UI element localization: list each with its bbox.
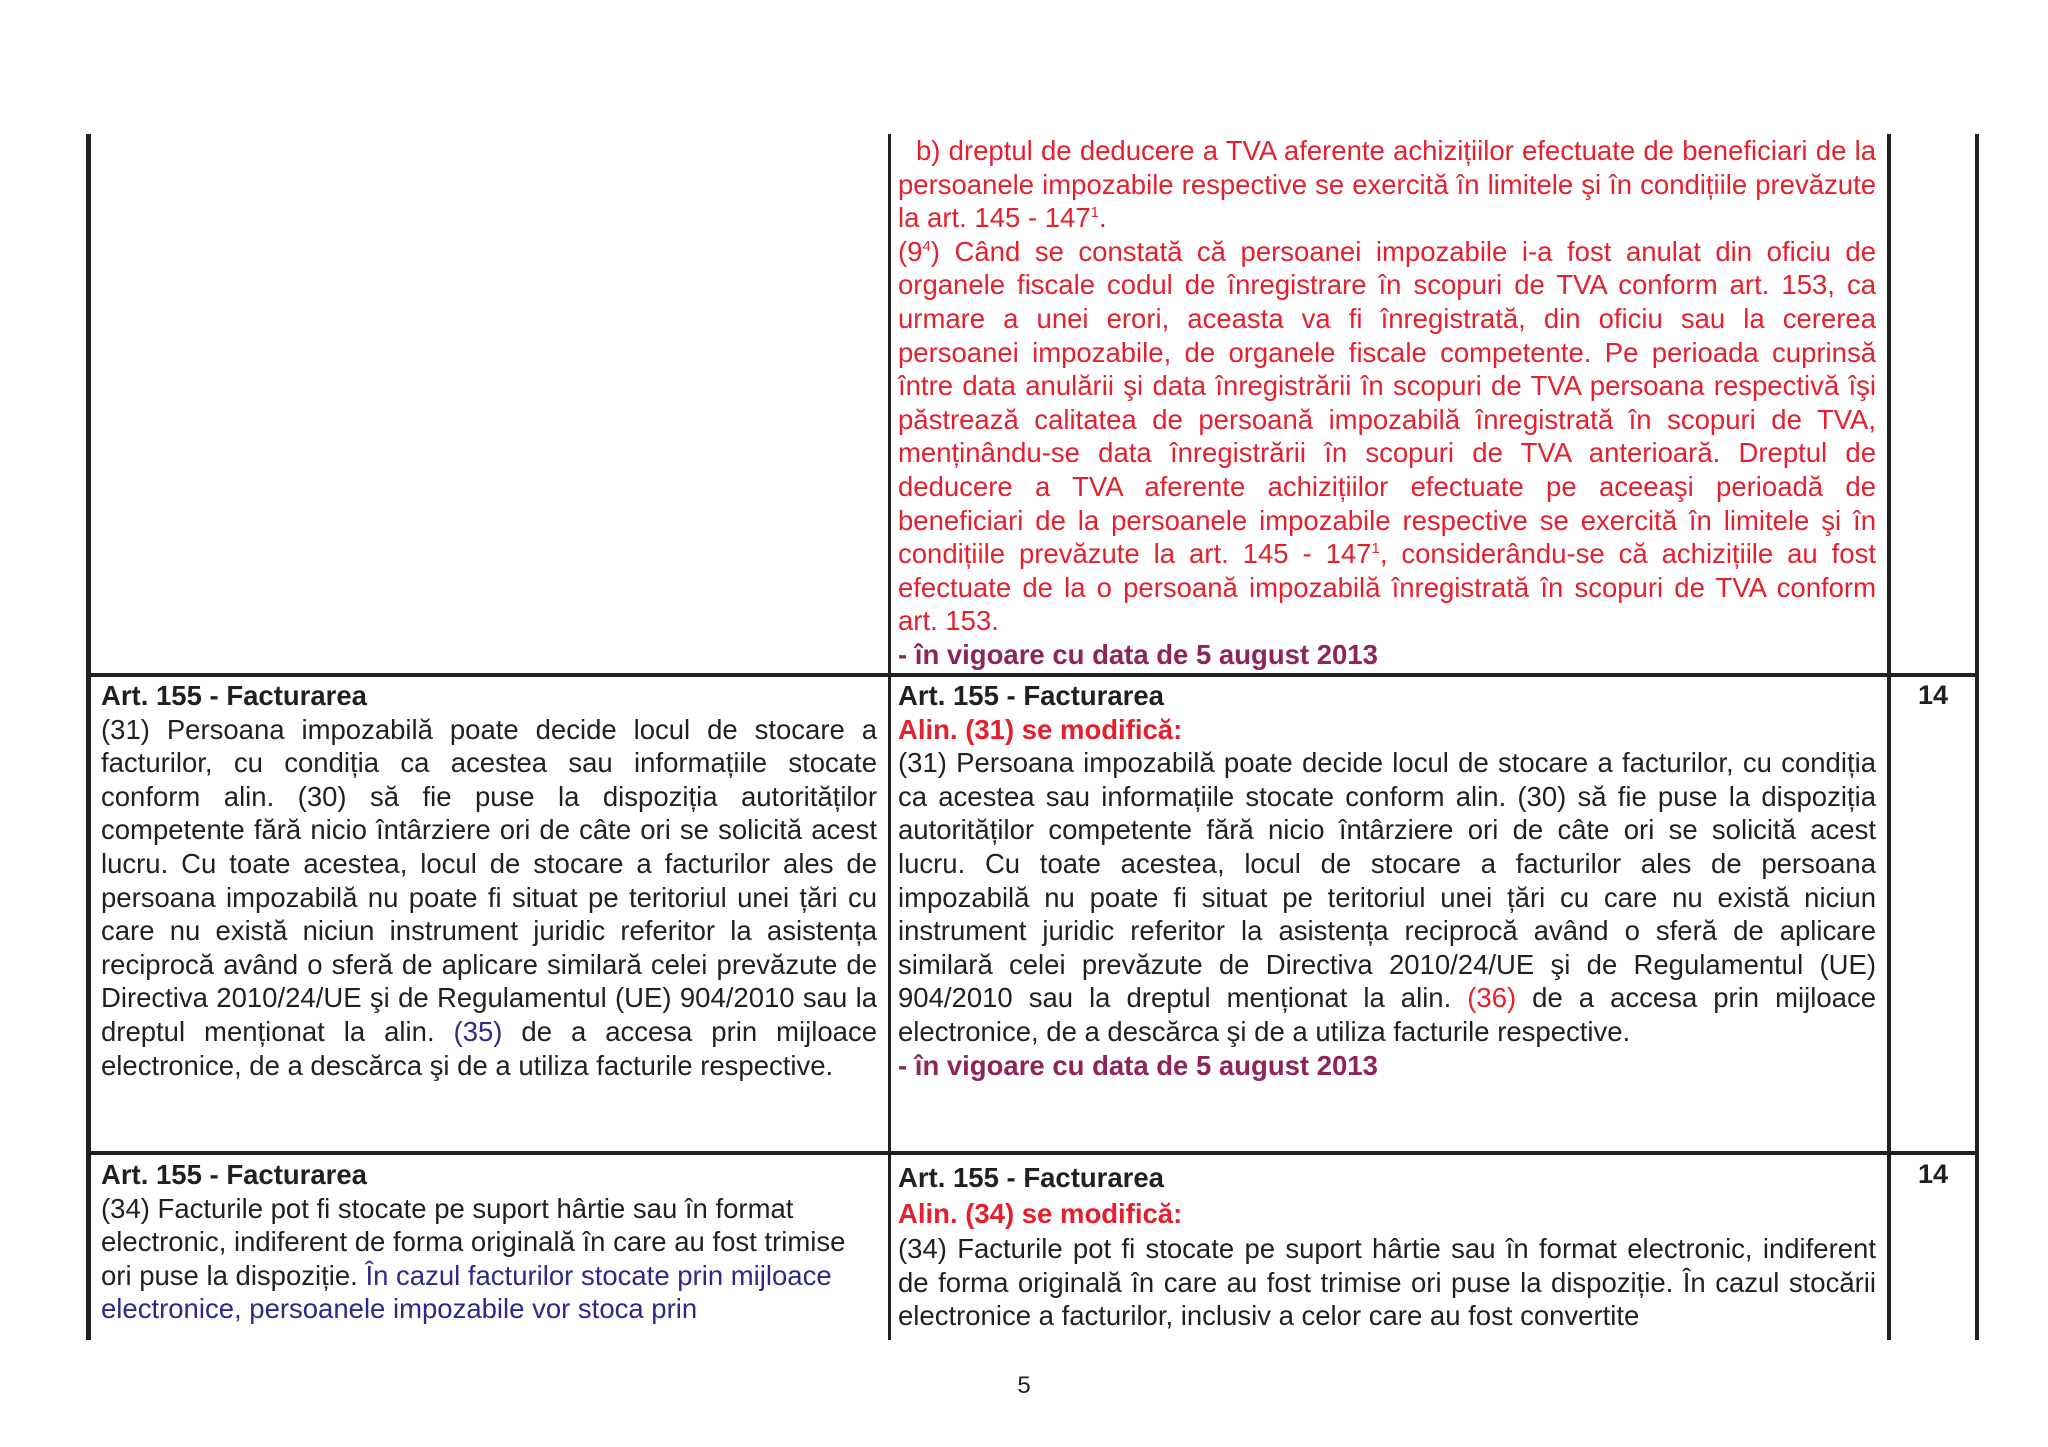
row3-old-text-cell [101,1158,877,1326]
amendment-heading: Alin. (31) se modifică: [898,713,1183,745]
row2-page-reference: 14 [1917,680,1949,710]
row3-new-text-cell [898,1161,1876,1333]
row1-new-text-cell [898,134,1876,672]
row-separator-1 [86,673,1979,677]
article-title: Art. 155 - Facturarea [898,1162,1164,1193]
highlighted-text: În cazul facturilor stocate prin mijloace electronice, persoanele impozabile vor stoca prin [101,1259,832,1325]
reference-link: (36) [1467,982,1517,1014]
row2-new-text-cell [898,679,1876,1082]
in-force-note: - în vigoare cu data de 5 august 2013 [898,638,1378,670]
reference-link: (35) [453,1015,503,1047]
article-paragraph: (34) Facturile pot fi stocate pe suport hârtie sau în format electronic, indiferent de forma originală în care au fost trimise ori puse la dispoziție. În cazul stocării electronice a facturilor, inclusiv a celor care au fost convertite [898,1233,1876,1332]
article-paragraph: (31) Persoana impozabilă poate decide locul de stocare a facturilor, cu condiția ca acestea sau informațiile stocate conform alin. (30) să fie puse la dispoziția autorităților competente fără nicio întârziere ori de câte ori se solicită acest lucru. Cu toate acestea, locul de stocare a facturilor ales de persoana impozabilă nu poate fi situat pe teritoriul unei țări cu care nu există niciun instrument juridic referitor la asistența reciprocă având o sferă de aplicare similară celei prevăzute de Directiva 2010/24/UE şi de Regulamentul (UE) 904/2010 sau la dreptul menționat la alin. (35) de a accesa prin mijloace electronice, de a descărca şi de a utiliza facturile respective. [101,713,877,1081]
article-paragraph: (34) Facturile pot fi stocate pe suport hârtie sau în format electronic, indiferent de forma originală în care au fost trimise ori puse la dispoziție. În cazul facturilor stocate prin mijloace electronice, persoanele impozabile vor stoca prin [101,1192,846,1325]
in-force-note: - în vigoare cu data de 5 august 2013 [898,1049,1378,1081]
table-border-left [86,134,91,1340]
paragraph-9-4: $(9^4)$ Când se constată că persoanei impozabile i-a fost anulat din oficiu de organele fiscale codul de înregistrare în scopuri de TVA conform art. 153, ca urmare a unei erori, aceasta va fi înregistrată, din oficiu sau la cererea persoanei impozabile, de organele fiscale competente. Pe perioada cuprinsă între data anulării şi data înregistrării în scopuri de TVA persoana respectivă îşi păstrează calitatea de persoană impozabilă înregistrată în scopuri de TVA, menținându-se data înregistrării în scopuri de TVA anterioară. Dreptul de deducere a TVA aferente achizițiilor efectuate pe aceeaşi perioadă de beneficiari de la persoanele impozabile respective se exercită în limitele şi în condițiile prevăzute la art. $145 - 147^1$, considerându-se că achizițiile au fost efectuate de la o persoană impozabilă înregistrată în scopuri de TVA conform art. 153. [898,235,1876,637]
table-divider-1 [888,134,891,1340]
row-separator-2 [86,1151,1979,1155]
paragraph-b: b) dreptul de deducere a TVA aferente achizițiilor efectuate de beneficiari de la persoanele impozabile respective se exercită în limitele şi în condițiile prevăzute la art. $145 - 147^1$. [898,135,1876,234]
article-title: Art. 155 - Facturarea [101,1159,367,1190]
page-number: 5 [1017,1372,1031,1399]
amendment-heading: Alin. (34) se modifică: [898,1197,1183,1229]
row3-page-reference: 14 [1917,1159,1949,1189]
article-paragraph: (31) Persoana impozabilă poate decide locul de stocare a facturilor, cu condiția ca acestea sau informațiile stocate conform alin. (30) să fie puse la dispoziția autorităților competente fără nicio întârziere ori de câte ori se solicită acest lucru. Cu toate acestea, locul de stocare a facturilor ales de persoana impozabilă nu poate fi situat pe teritoriul unei țări cu care nu există niciun instrument juridic referitor la asistența reciprocă având o sferă de aplicare similară celei prevăzute de Directiva 2010/24/UE şi de Regulamentul (UE) 904/2010 sau la dreptul menționat la alin. (36) de a accesa prin mijloace electronice, de a descărca şi de a utiliza facturile respective. [898,747,1876,1047]
table-border-right [1975,134,1979,1340]
article-title: Art. 155 - Facturarea [898,680,1164,711]
row2-old-text-cell [101,679,877,1082]
article-title: Art. 155 - Facturarea [101,680,367,711]
